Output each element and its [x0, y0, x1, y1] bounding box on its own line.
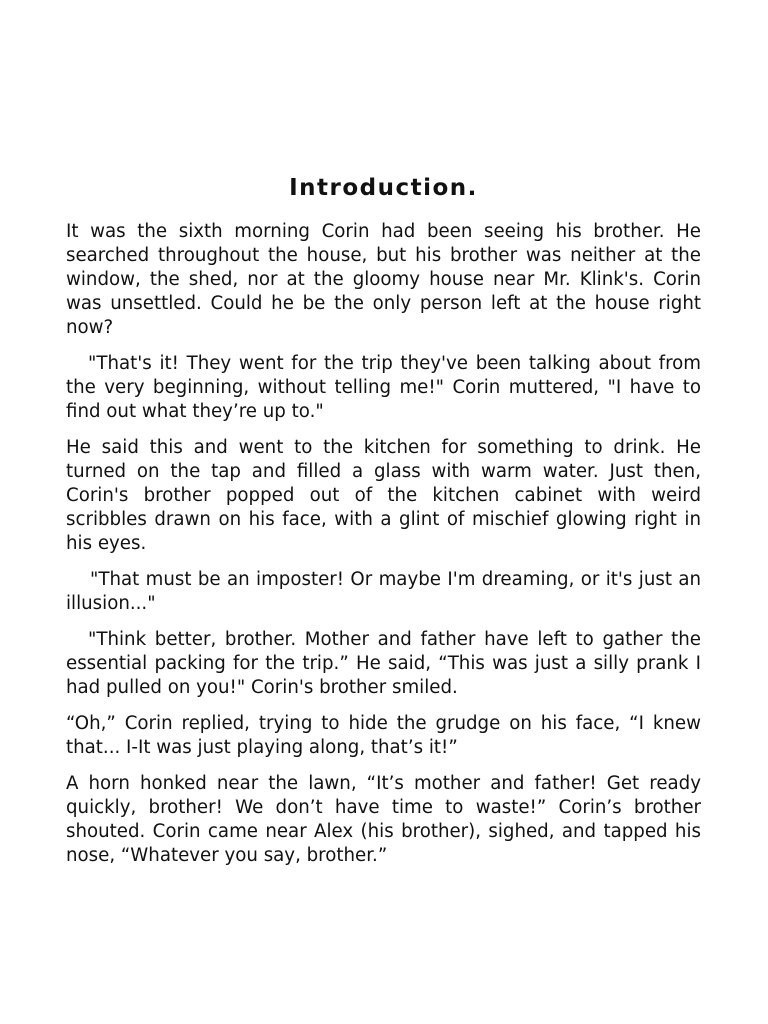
paragraph-4: "That must be an imposter! Or maybe I'm dreaming, or it's just an illusion..." — [66, 569, 701, 614]
document-page — [66, 172, 701, 880]
paragraph-1: It was the sixth morning Corin had been seeing his brother. He searched throughout the house, but his brother was neither at the window, the shed, nor at the gloomy house near Mr. Klink's. Corin was unsettled. Could he be the only person left at the house right now? — [66, 221, 701, 338]
paragraph-3: He said this and went to the kitchen for something to drink. He turned on the tap and filled a glass with warm water. Just then, Corin's brother popped out of the kitchen cabinet with weird scribbles drawn on his face, with a glint of mischief glowing right in his eyes. — [66, 437, 701, 554]
paragraph-7: A horn honked near the lawn, “It’s mother and father! Get ready quickly, brother! We don’t have time to waste!” Corin’s brother shouted. Corin came near Alex (his brother), sighed, and tapped his nose, “Whatever you say, brother.” — [66, 773, 701, 866]
paragraph-6: “Oh,” Corin replied, trying to hide the grudge on his face, “I knew that... I-It was just playing along, that’s it!” — [66, 713, 701, 758]
page-title: Introduction. — [289, 175, 478, 201]
paragraph-2: "That's it! They went for the trip they've been talking about from the very beginning, without telling me!" Corin muttered, "I have to find out what they’re up to." — [66, 353, 701, 422]
paragraph-5: "Think better, brother. Mother and father have left to gather the essential packing for the trip.” He said, “This was just a silly prank I had pulled on you!" Corin's brother smiled. — [66, 629, 701, 698]
